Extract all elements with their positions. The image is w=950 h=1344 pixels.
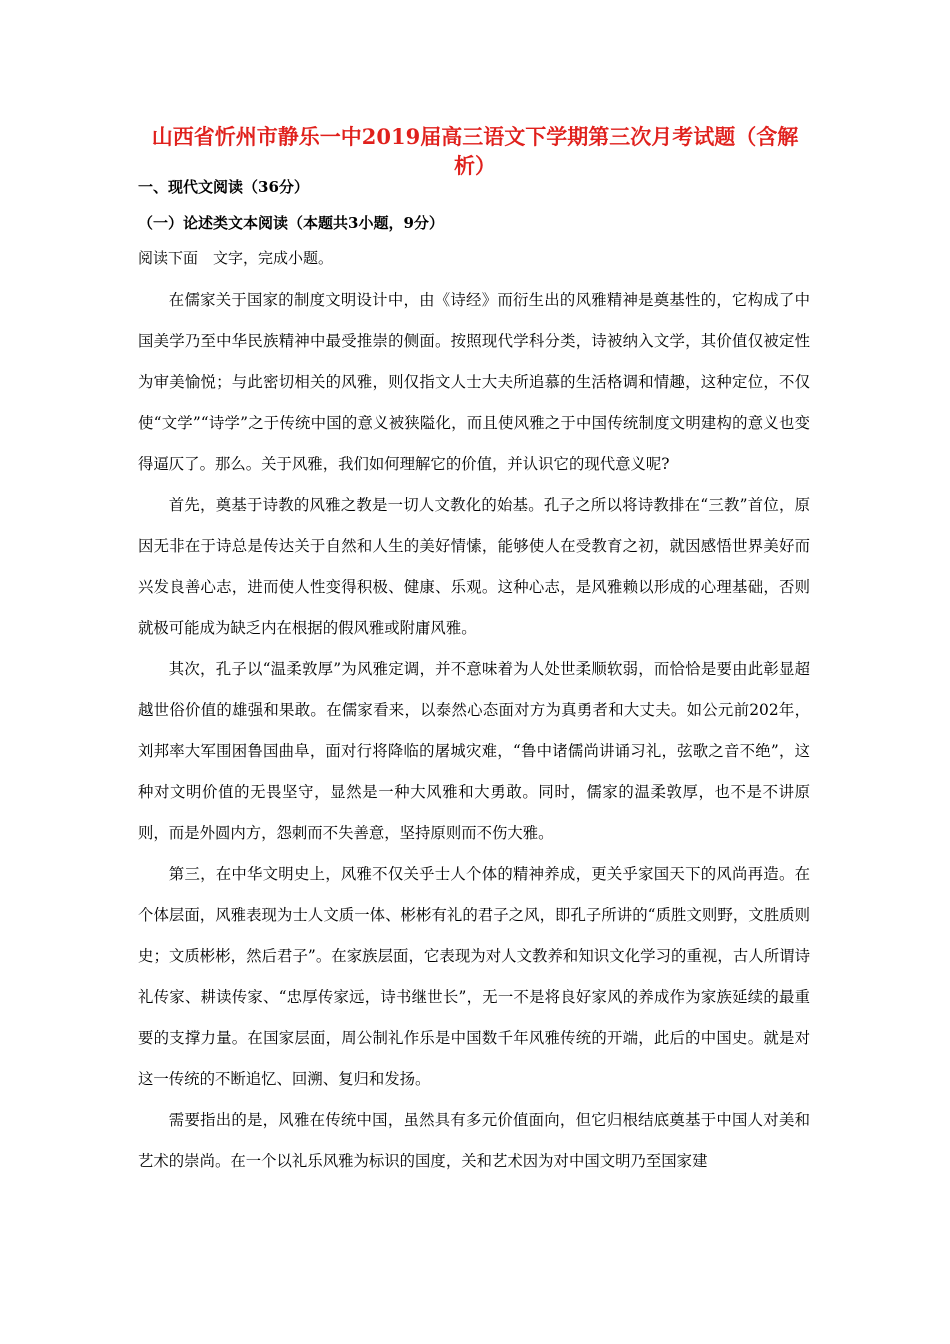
paragraph: 在儒家关于国家的制度文明设计中，由《诗经》而衍生出的风雅精神是奠基性的，它构成了中国美学乃至中华民族精神中最受推崇的侧面。按照现代学科分类，诗被纳入文学，其价值仅被定性为审美愉悦；与此密切相关的风雅，则仅指文人士大夫所追慕的生活格调和情趣，这种定位，不仅使“文学”“诗学”之于传统中国的意义被狭隘化，而且使风雅之于中国传统制度文明建构的意义也变得逼仄了。那么。关于风雅，我们如何理解它的价值，并认识它的现代意义呢?	[138, 291, 810, 473]
paragraph: 首先，奠基于诗教的风雅之教是一切人文教化的始基。孔子之所以将诗教排在“三教”首位，原因无非在于诗总是传达关于自然和人生的美好情愫，能够使人在受教育之初，就因感悟世界美好而兴发良善心志，进而使人性变得积极、健康、乐观。这种心志，是风雅赖以形成的心理基础，否则就极可能成为缺乏内在根据的假风雅或附庸风雅。	[138, 496, 810, 637]
paragraph: 需要指出的是，风雅在传统中国，虽然具有多元价值面向，但它归根结底奠基于中国人对美和艺术的崇尚。在一个以礼乐风雅为标识的国度，关和艺术因为对中国文明乃至国家建	[138, 1111, 810, 1170]
document-title: 山西省忻州市静乐一中2019届高三语文下学期第三次月考试题（含解析）	[151, 124, 799, 178]
paragraph: 其次，孔子以“温柔敦厚”为风雅定调，并不意味着为人处世柔顺软弱，而恰恰是要由此彰显超越世俗价值的雄强和果敢。在儒家看来，以泰然心态面对方为真勇者和大丈夫。如公元前202年，刘邦率大军围困鲁国曲阜，面对行将降临的屠城灾难，“鲁中诸儒尚讲诵习礼，弦歌之音不绝”，这种对文明价值的无畏坚守，显然是一种大风雅和大勇敢。同时，儒家的温柔敦厚，也不是不讲原则，而是外圆内方，怨刺而不失善意，坚持原则而不伤大雅。	[138, 660, 810, 842]
reading-instruction: 阅读下面 文字，完成小题。	[138, 249, 334, 267]
paragraph: 第三，在中华文明史上，风雅不仅关乎士人个体的精神养成，更关乎家国天下的风尚再造。在个体层面，风雅表现为士人文质一体、彬彬有礼的君子之风，即孔子所讲的“质胜文则野，文胜质则史；文质彬彬，然后君子”。在家族层面，它表现为对人文教养和知识文化学习的重视，古人所谓诗礼传家、耕读传家、“忠厚传家远，诗书继世长”，无一不是将良好家风的养成作为家族延续的最重要的支撑力量。在国家层面，周公制礼作乐是中国数千年风雅传统的开端，此后的中国史。就是对这一传统的不断追忆、回溯、复归和发扬。	[138, 865, 810, 1088]
section-heading: 一、现代文阅读（36分）	[138, 178, 309, 196]
subsection-heading: （一）论述类文本阅读（本题共3小题，9分）	[138, 214, 444, 232]
passage-body	[138, 280, 810, 1182]
